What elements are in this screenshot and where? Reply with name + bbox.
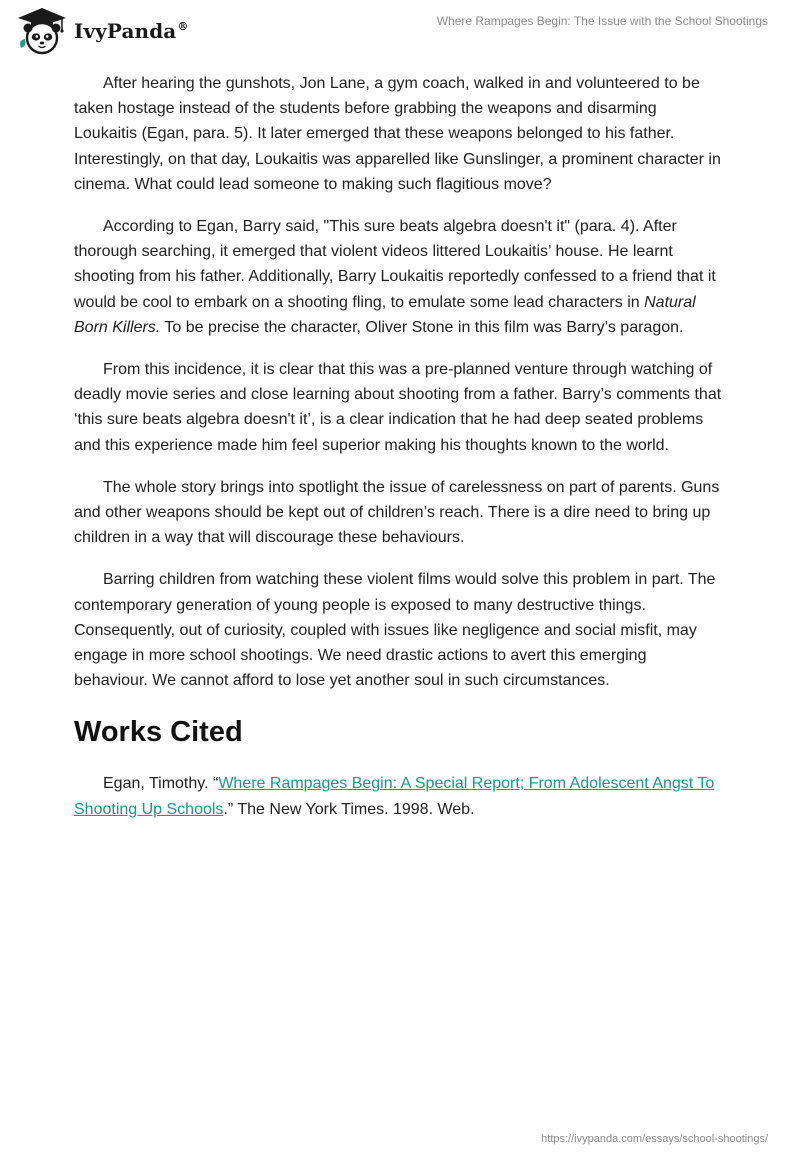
paragraph-2-tail: To be precise the character, Oliver Stone in this film was Barry’s paragon. bbox=[160, 318, 684, 336]
paragraph-2-text: According to Egan, Barry said, "This sure beats algebra doesn't it" (para. 4). After thorough searching, it emerged that violent videos littered Loukaitis’ house. He learnt shooting from his father. Additionally, Barry Loukaitis reportedly confessed to a friend that it would be cool to embark on a shooting fling, to emulate some lead characters in bbox=[74, 218, 716, 311]
essay-content bbox=[74, 71, 724, 839]
citation-link[interactable]: Where Rampages Begin: A Special Report; From Adolescent Angst To Shooting Up Schools bbox=[74, 775, 715, 818]
paragraph-1: After hearing the gunshots, Jon Lane, a gym coach, walked in and volunteered to be taken hostage instead of the students before grabbing the weapons and disarming Loukaitis (Egan, para. 5). It later emerged that these weapons belonged to his father. Interestingly, on that day, Loukaitis was apparelled like Gunslinger, a prominent character in cinema. What could lead someone to making such flagitious move? bbox=[74, 75, 721, 193]
registered-mark: ® bbox=[177, 20, 189, 34]
film-title: Natural Born Killers. bbox=[74, 293, 696, 336]
citation-entry bbox=[74, 771, 724, 821]
footer-url[interactable]: https://ivypanda.com/essays/school-shootings/ bbox=[541, 1133, 768, 1145]
paragraph-3: From this incidence, it is clear that this was a pre-planned venture through watching of deadly movie series and close learning about shooting from a father. Barry’s comments that ‘this sure beats algebra doesn't it’, is a clear indication that he had deep seated problems and this experience made him feel superior making his thoughts known to the world. bbox=[74, 361, 722, 454]
panda-graduation-cap-icon bbox=[16, 6, 68, 56]
works-cited-heading: Works Cited bbox=[74, 716, 243, 749]
paragraph-4: The whole story brings into spotlight the issue of carelessness on part of parents. Guns and other weapons should be kept out of children’s reach. There is a dire need to bring up children in a way that will discourage these behaviours. bbox=[74, 478, 720, 547]
ivypanda-logo[interactable] bbox=[16, 6, 188, 56]
citation-author: Egan, Timothy. “ bbox=[103, 775, 219, 793]
citation-source: .” The New York Times. 1998. Web. bbox=[223, 800, 475, 818]
paragraph-2 bbox=[74, 214, 724, 340]
document-title: Where Rampages Begin: The Issue with the School Shootings bbox=[436, 14, 768, 28]
paragraph-5: Barring children from watching these violent films would solve this problem in part. The contemporary generation of young people is exposed to many destructive things. Consequently, out of curiosity, coupled with issues like negligence and social misfit, may engage in more school shootings. We need drastic actions to avert this emerging behaviour. We cannot afford to lose yet another soul in such circumstances. bbox=[74, 571, 716, 690]
page-header bbox=[0, 0, 800, 64]
brand-name: IvyPanda® bbox=[74, 19, 189, 43]
